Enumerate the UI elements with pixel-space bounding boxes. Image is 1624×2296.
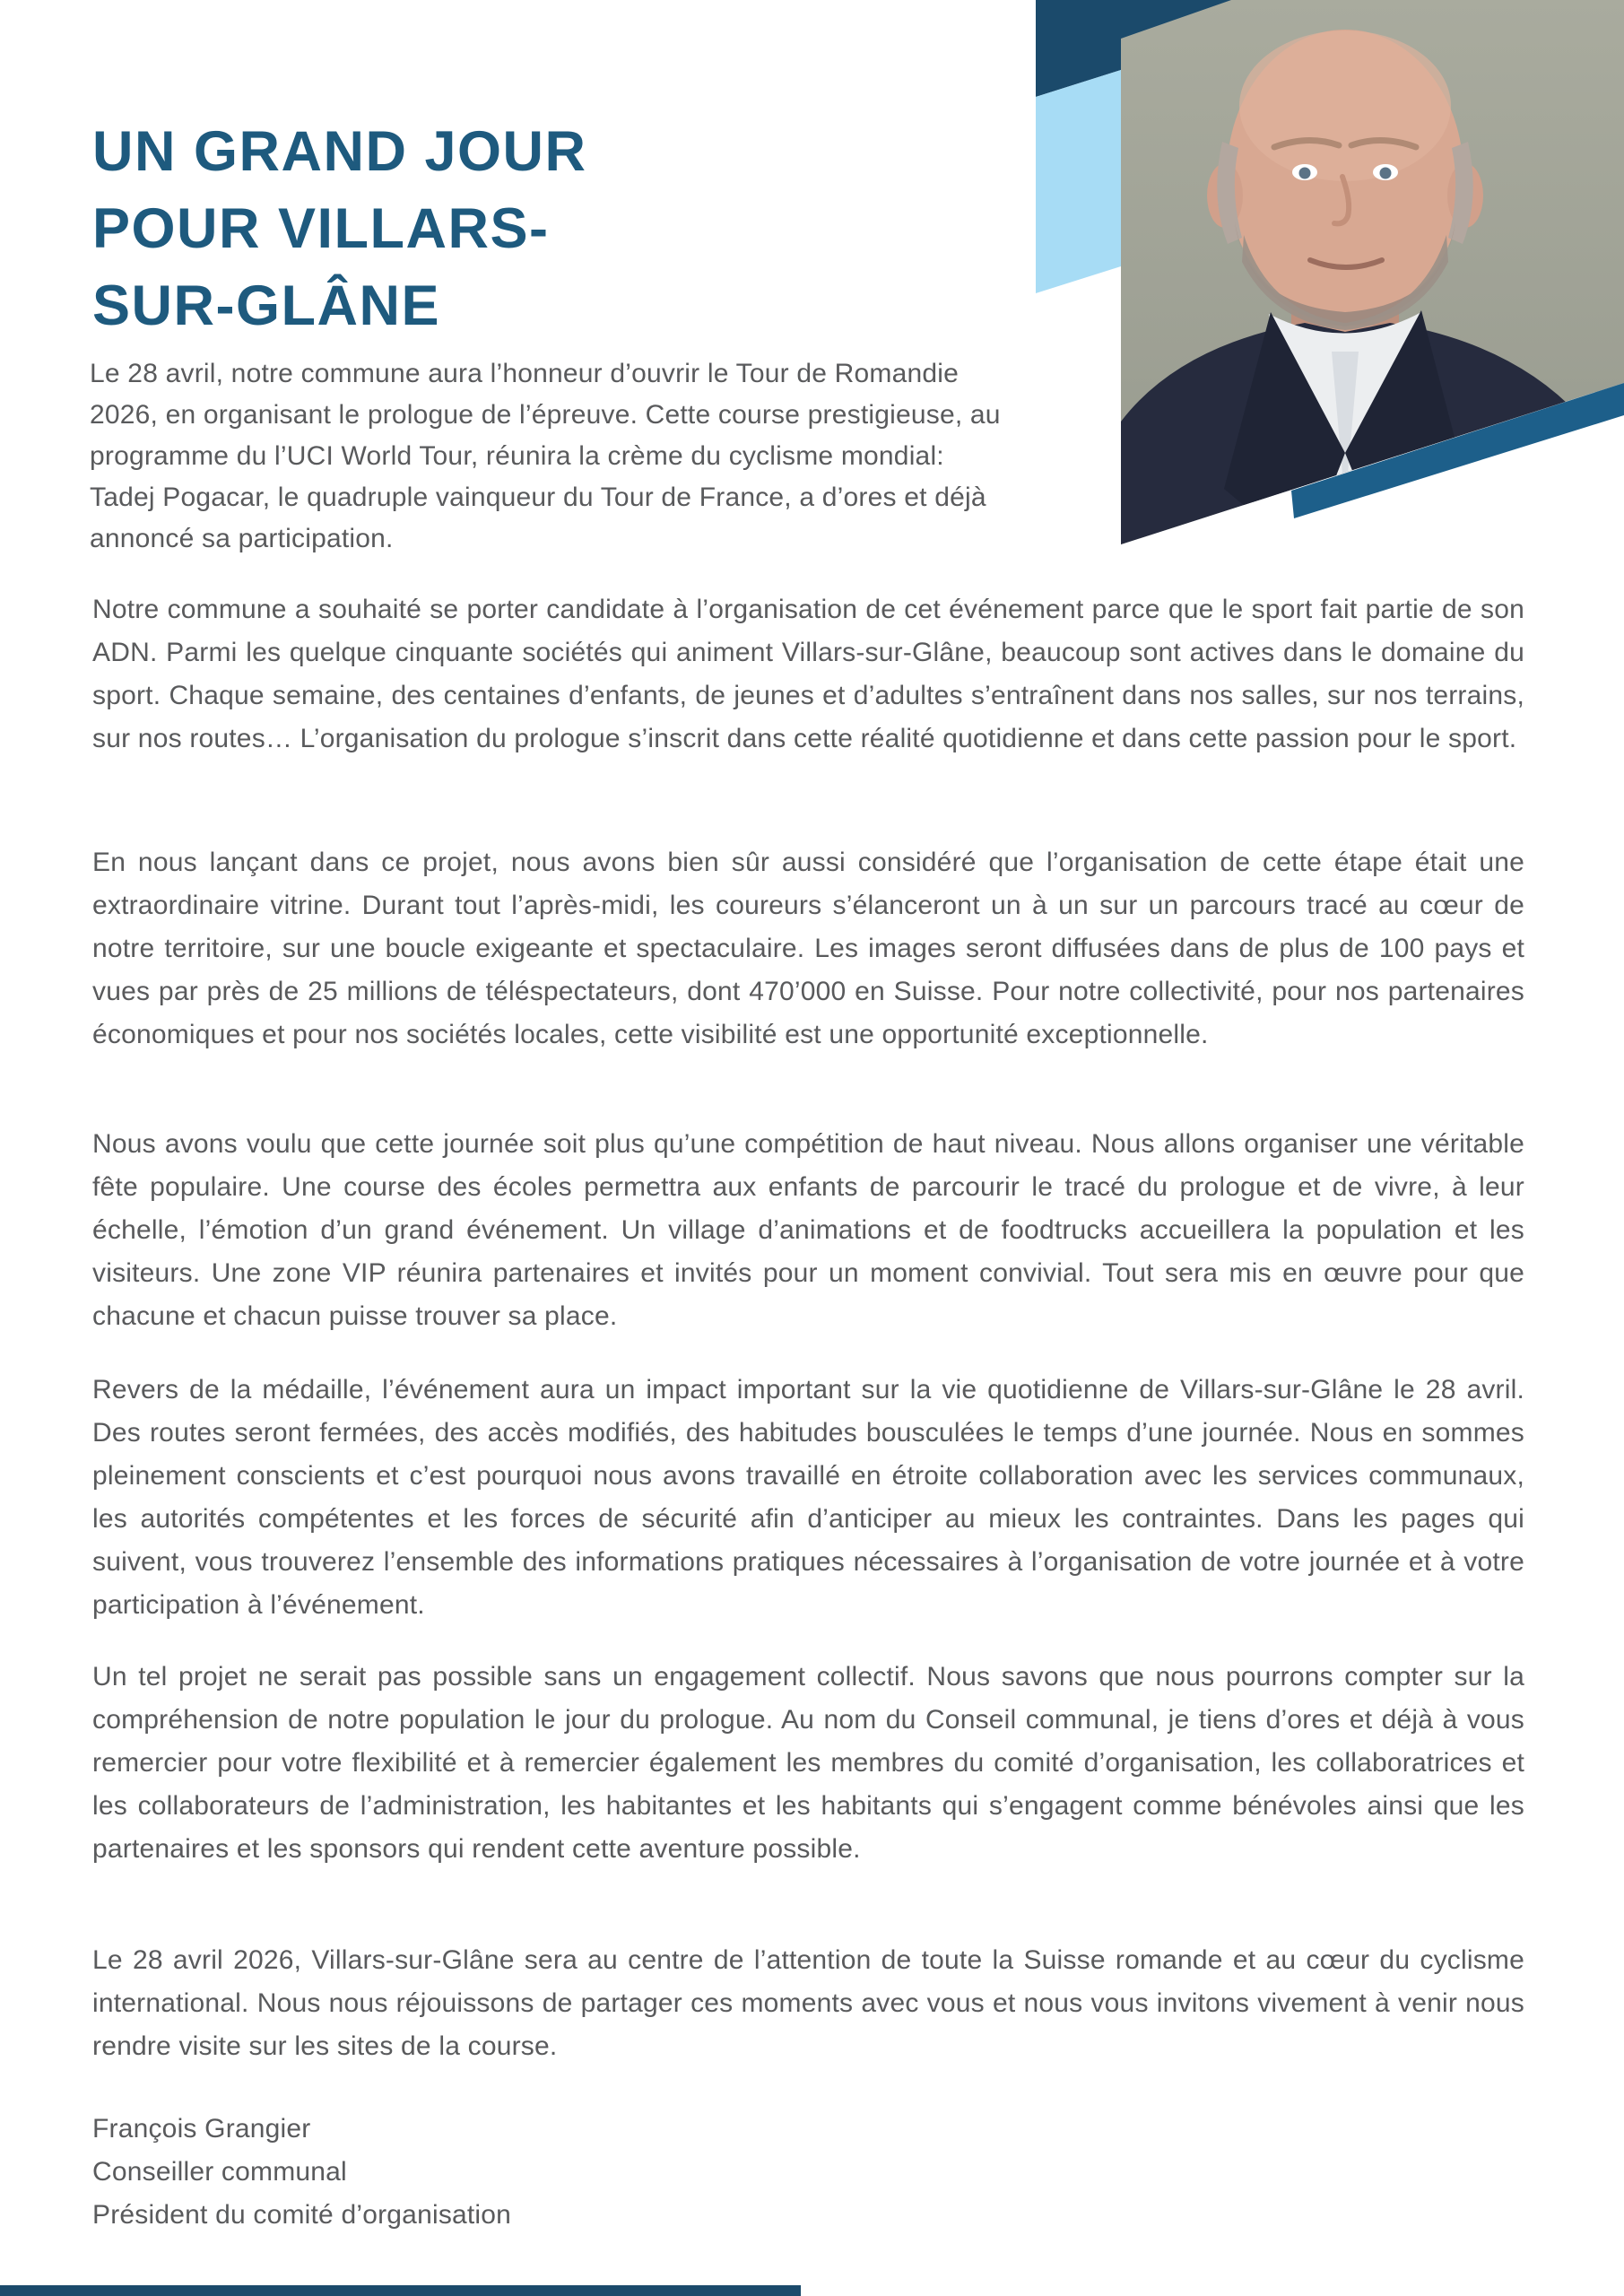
portrait-photo [1036, 0, 1624, 556]
body-paragraph-4: Revers de la médaille, l’événement aura un impact important sur la vie quotidienne de Villars-sur-Glâne le 28 avril. Des routes seront fermées, des accès modifiés, des habitudes bousculées le temps d’une journée. Nous en sommes pleinement conscients et c’est pourquoi nous avons travaillé en étroite collaboration avec les services communaux, les autorités compétentes et les forces de sécurité afin d’anticiper au mieux les contraintes. Dans les pages qui suivent, vous trouverez l’ensemble des informations pratiques nécessaires à l’organisation de votre journée et à votre participation à l’événement. [92, 1375, 1524, 1620]
page-title [92, 113, 587, 344]
body-paragraph-1: Notre commune a souhaité se porter candidate à l’organisation de cet événement parce que le sport fait partie de son ADN. Parmi les quelque cinquante sociétés qui animent Villars-sur-Glâne, beaucoup sont actives dans le domaine du sport. Chaque semaine, des centaines d’enfants, de jeunes et d’adultes s’entraînent dans nos salles, sur nos terrains, sur nos routes… L’organisation du prologue s’inscrit dans cette réalité quotidienne et dans cette passion pour le sport. [92, 595, 1524, 753]
intro-paragraph: Le 28 avril, notre commune aura l’honneur d’ouvrir le Tour de Romandie 2026, en organisant le prologue de l’épreuve. Cette course prestigieuse, au programme du l’UCI World Tour, réunira la crème du cyclisme mondial: Tadej Pogacar, le quadruple vainqueur du Tour de France, a d’ores et déjà annoncé sa participation. [90, 359, 1001, 553]
page-title-line-3: SUR-GLÂNE [92, 274, 440, 337]
page-title-line-1: UN GRAND JOUR [92, 120, 587, 183]
footer-bar [0, 2285, 801, 2296]
body-paragraph-3: Nous avons voulu que cette journée soit plus qu’une compétition de haut niveau. Nous allons organiser une véritable fête populaire. Une course des écoles permettra aux enfants de parcourir le tracé du prologue et de vivre, à leur échelle, l’émotion d’un grand événement. Un village d’animations et de foodtrucks accueillera la population et les visiteurs. Une zone VIP réunira partenaires et invités pour un moment convivial. Tout sera mis en œuvre pour que chacune et chacun puisse trouver sa place. [92, 1129, 1524, 1331]
signature-name: François Grangier [92, 2114, 311, 2144]
body-paragraph-6: Le 28 avril 2026, Villars-sur-Glâne sera au centre de l’attention de toute la Suisse romande et au cœur du cyclisme international. Nous nous réjouissons de partager ces moments avec vous et nous vous invitons vivement à venir nous rendre visite sur les sites de la course. [92, 1945, 1524, 2061]
body-paragraph-2: En nous lançant dans ce projet, nous avons bien sûr aussi considéré que l’organisation de cette étape était une extraordinaire vitrine. Durant tout l’après-midi, les coureurs s’élanceront un à un sur un parcours tracé au cœur de notre territoire, sur une boucle exigeante et spectaculaire. Les images seront diffusées dans de plus de 100 pays et vues par près de 25 millions de téléspectateurs, dont 470’000 en Suisse. Pour notre collectivité, pour nos partenaires économiques et pour nos sociétés locales, cette visibilité est une opportunité exceptionnelle. [92, 848, 1524, 1049]
signature-role-1: Conseiller communal [92, 2157, 347, 2187]
body-paragraph-5: Un tel projet ne serait pas possible sans un engagement collectif. Nous savons que nous pourrons compter sur la compréhension de notre population le jour du prologue. Au nom du Conseil communal, je tiens d’ores et déjà à vous remercier pour votre flexibilité et à remercier également les membres du comité d’organisation, les collaboratrices et les collaborateurs de l’administration, les habitantes et les habitants qui s’engagent comme bénévoles ainsi que les partenaires et les sponsors qui rendent cette aventure possible. [92, 1662, 1524, 1864]
signature-block [92, 2108, 511, 2237]
page-title-line-2: POUR VILLARS- [92, 197, 550, 260]
portrait-photo-image [1036, 0, 1624, 556]
signature-role-2: Président du comité d’organisation [92, 2200, 512, 2230]
